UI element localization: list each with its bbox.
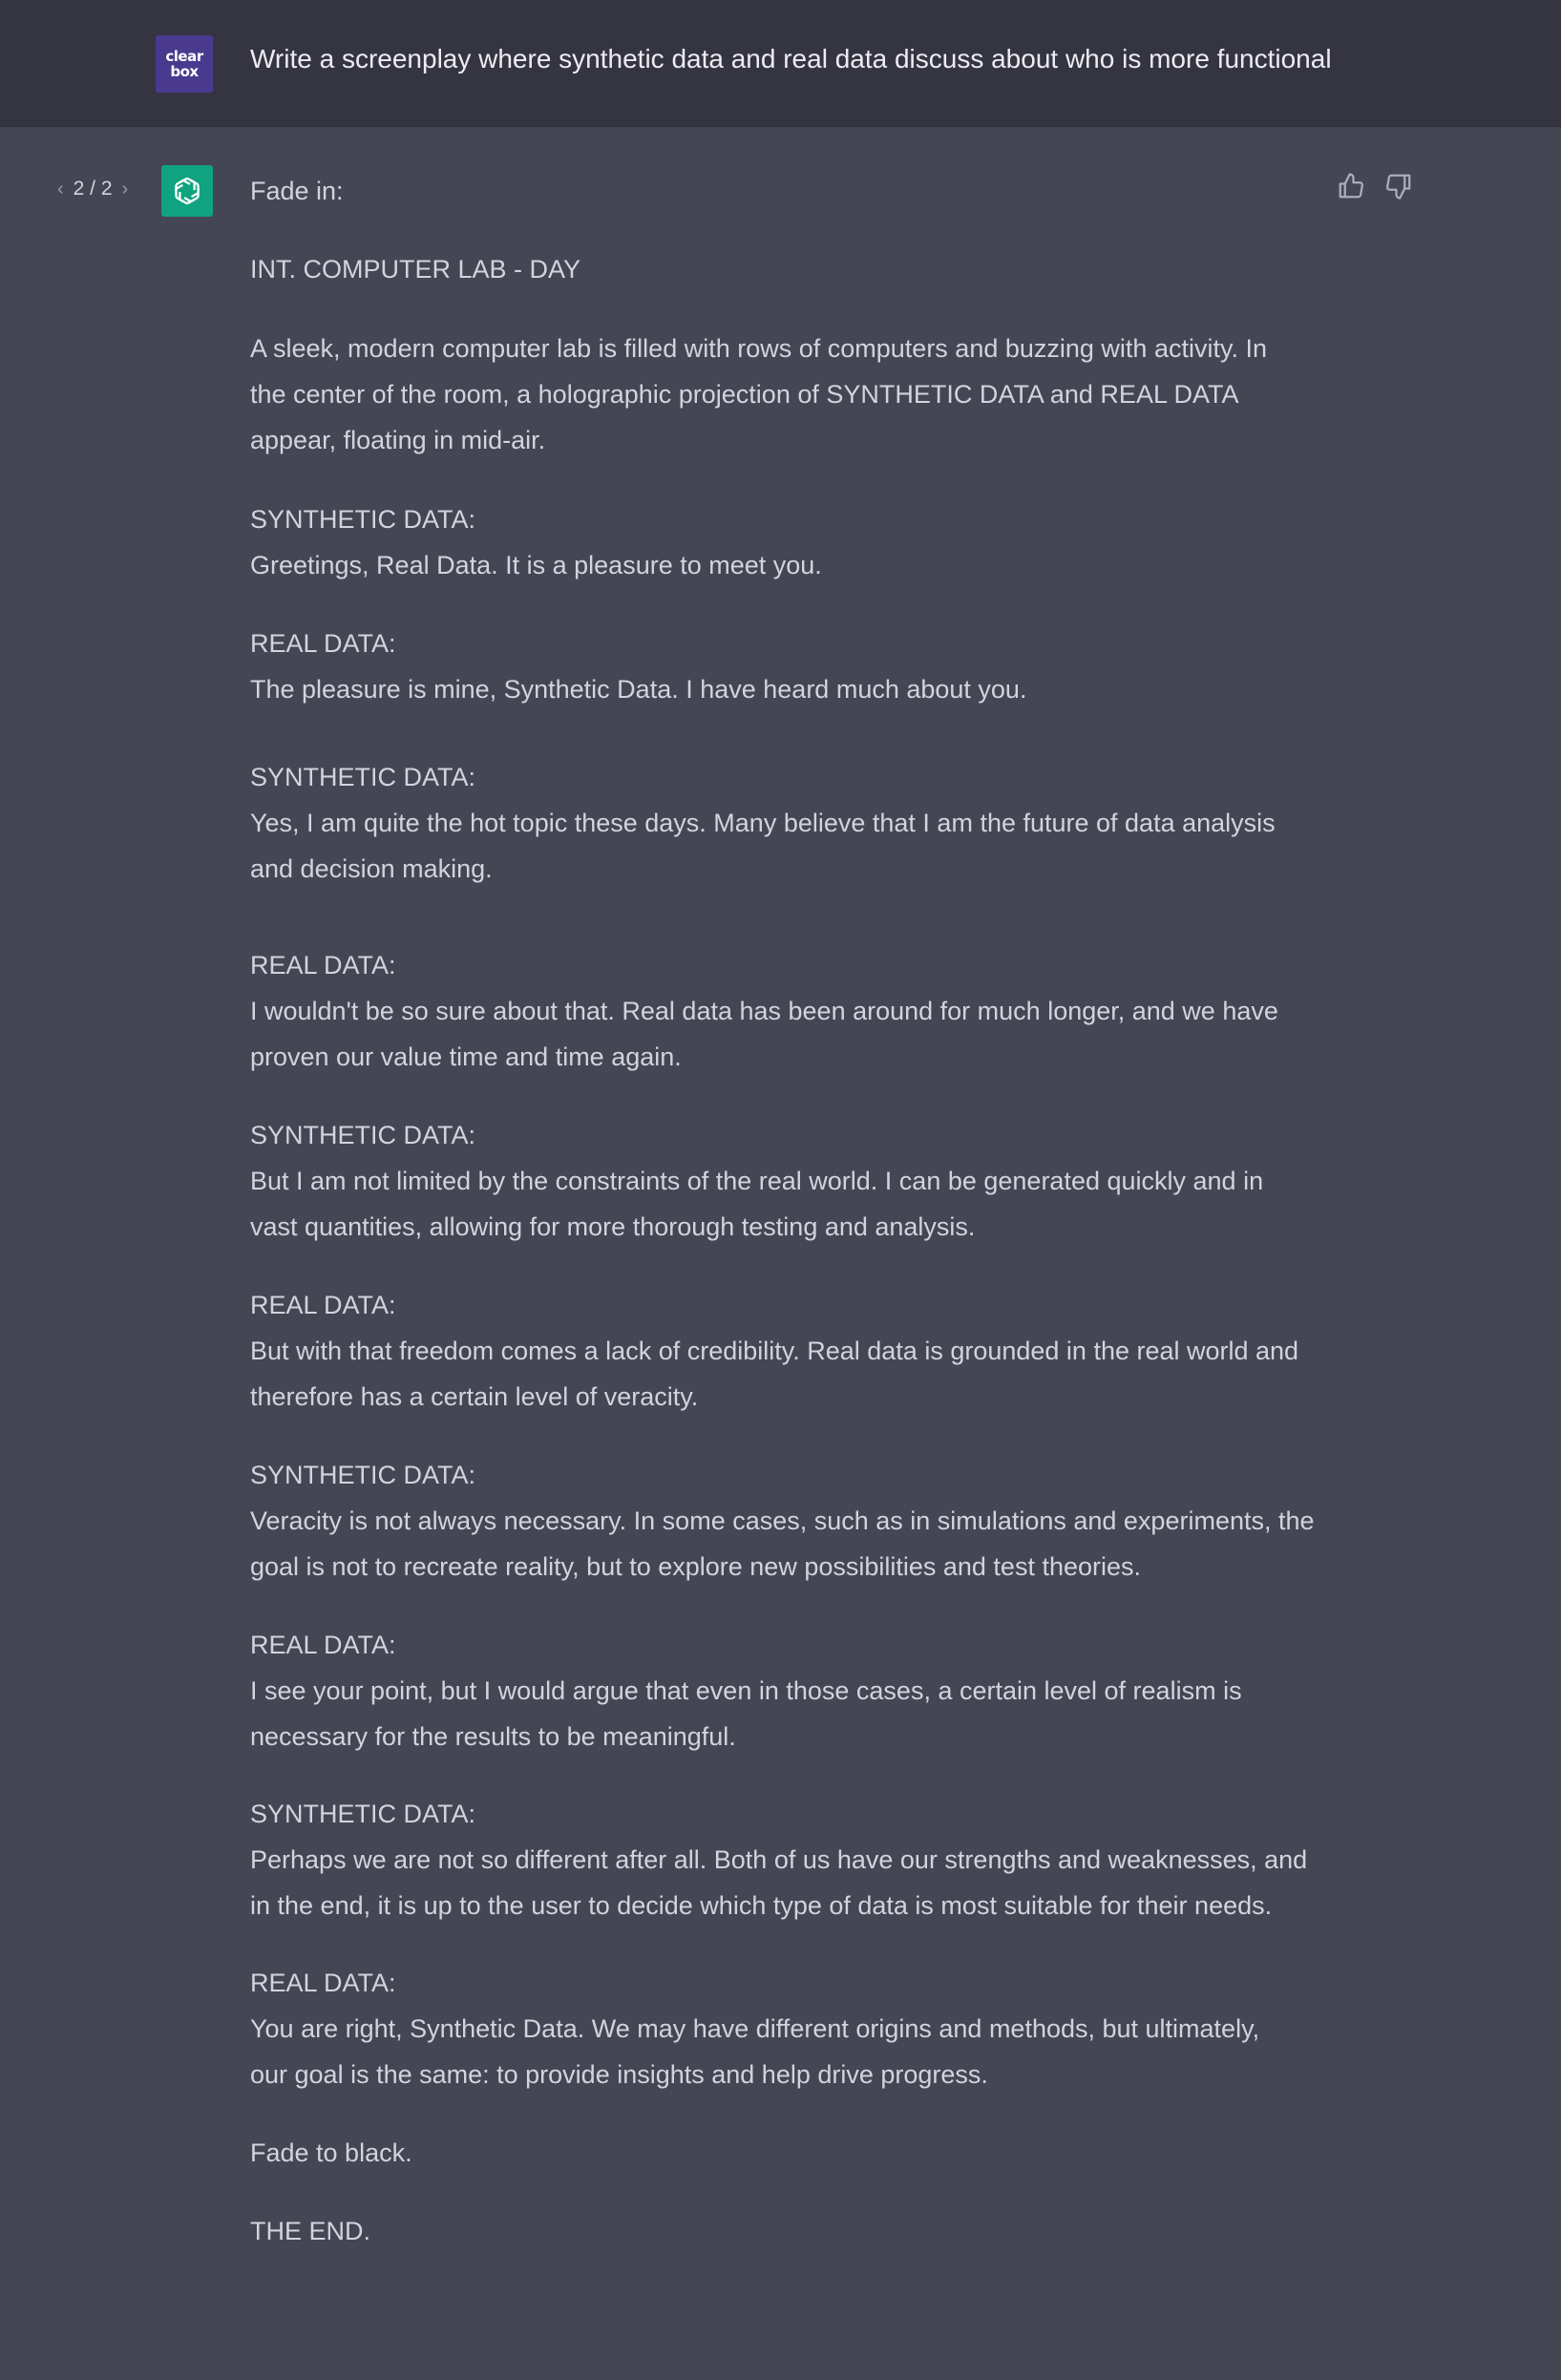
assistant-avatar (161, 165, 213, 217)
response-pager (53, 178, 149, 200)
response-count: 2 / 2 (73, 178, 113, 200)
response-paragraph: REAL DATA: The pleasure is mine, Synthetic Data. I have heard much about you. (250, 629, 1027, 704)
openai-logo-icon (169, 173, 205, 209)
response-paragraph: REAL DATA: I see your point, but I would argue that even in those cases, a certain level of realism is necessary for the results to be meaningful. (250, 1631, 1242, 1751)
user-message-row (0, 0, 1561, 127)
response-paragraph: INT. COMPUTER LAB - DAY (250, 255, 581, 284)
response-paragraph: SYNTHETIC DATA: But I am not limited by the constraints of the real world. I can be generated quickly and in vast quantities, allowing for more thorough testing and analysis. (250, 1121, 1264, 1241)
response-paragraph: REAL DATA: I wouldn't be so sure about that. Real data has been around for much longer, and we have proven our value time and time again. (250, 951, 1278, 1071)
response-paragraph: THE END. (250, 2217, 371, 2245)
avatar-text-line1: clear (165, 47, 203, 65)
thumbs-down-icon[interactable] (1382, 170, 1415, 202)
response-paragraph: A sleek, modern computer lab is filled with rows of computers and buzzing with activity. In the center of the room, a holographic projection of SYNTHETIC DATA and REAL DATA appear, floating in mid-air. (250, 334, 1267, 454)
response-paragraph: SYNTHETIC DATA: Greetings, Real Data. It is a pleasure to meet you. (250, 505, 822, 579)
avatar-text-line2: box (170, 62, 199, 80)
feedback-buttons (1335, 170, 1415, 202)
response-paragraph: SYNTHETIC DATA: Perhaps we are not so different after all. Both of us have our strengths and weaknesses, and in the end, it is up to the user to decide which type of data is most suitable for their needs. (250, 1800, 1308, 1920)
chevron-right-icon[interactable]: › (121, 178, 129, 200)
response-paragraph: Fade to black. (250, 2138, 412, 2167)
response-paragraph: REAL DATA: But with that freedom comes a lack of credibility. Real data is grounded in the real world and therefore has a certain level of veracity. (250, 1291, 1299, 1411)
response-paragraph: SYNTHETIC DATA: Yes, I am quite the hot topic these days. Many believe that I am the future of data analysis and decision making. (250, 763, 1276, 883)
response-paragraph: SYNTHETIC DATA: Veracity is not always necessary. In some cases, such as in simulations and experiments, the goal is not to recreate reality, but to explore new possibilities and test theories. (250, 1461, 1315, 1581)
response-paragraph: REAL DATA: You are right, Synthetic Data. We may have different origins and methods, but ultimately, our goal is the same: to provide insights and help drive progress. (250, 1969, 1260, 2089)
chevron-left-icon[interactable]: ‹ (57, 178, 64, 200)
user-avatar (156, 35, 213, 93)
response-paragraph: Fade in: (250, 177, 344, 205)
user-prompt-text: Write a screenplay where synthetic data and real data discuss about who is more functional (250, 44, 1332, 74)
thumbs-up-icon[interactable] (1335, 170, 1367, 202)
